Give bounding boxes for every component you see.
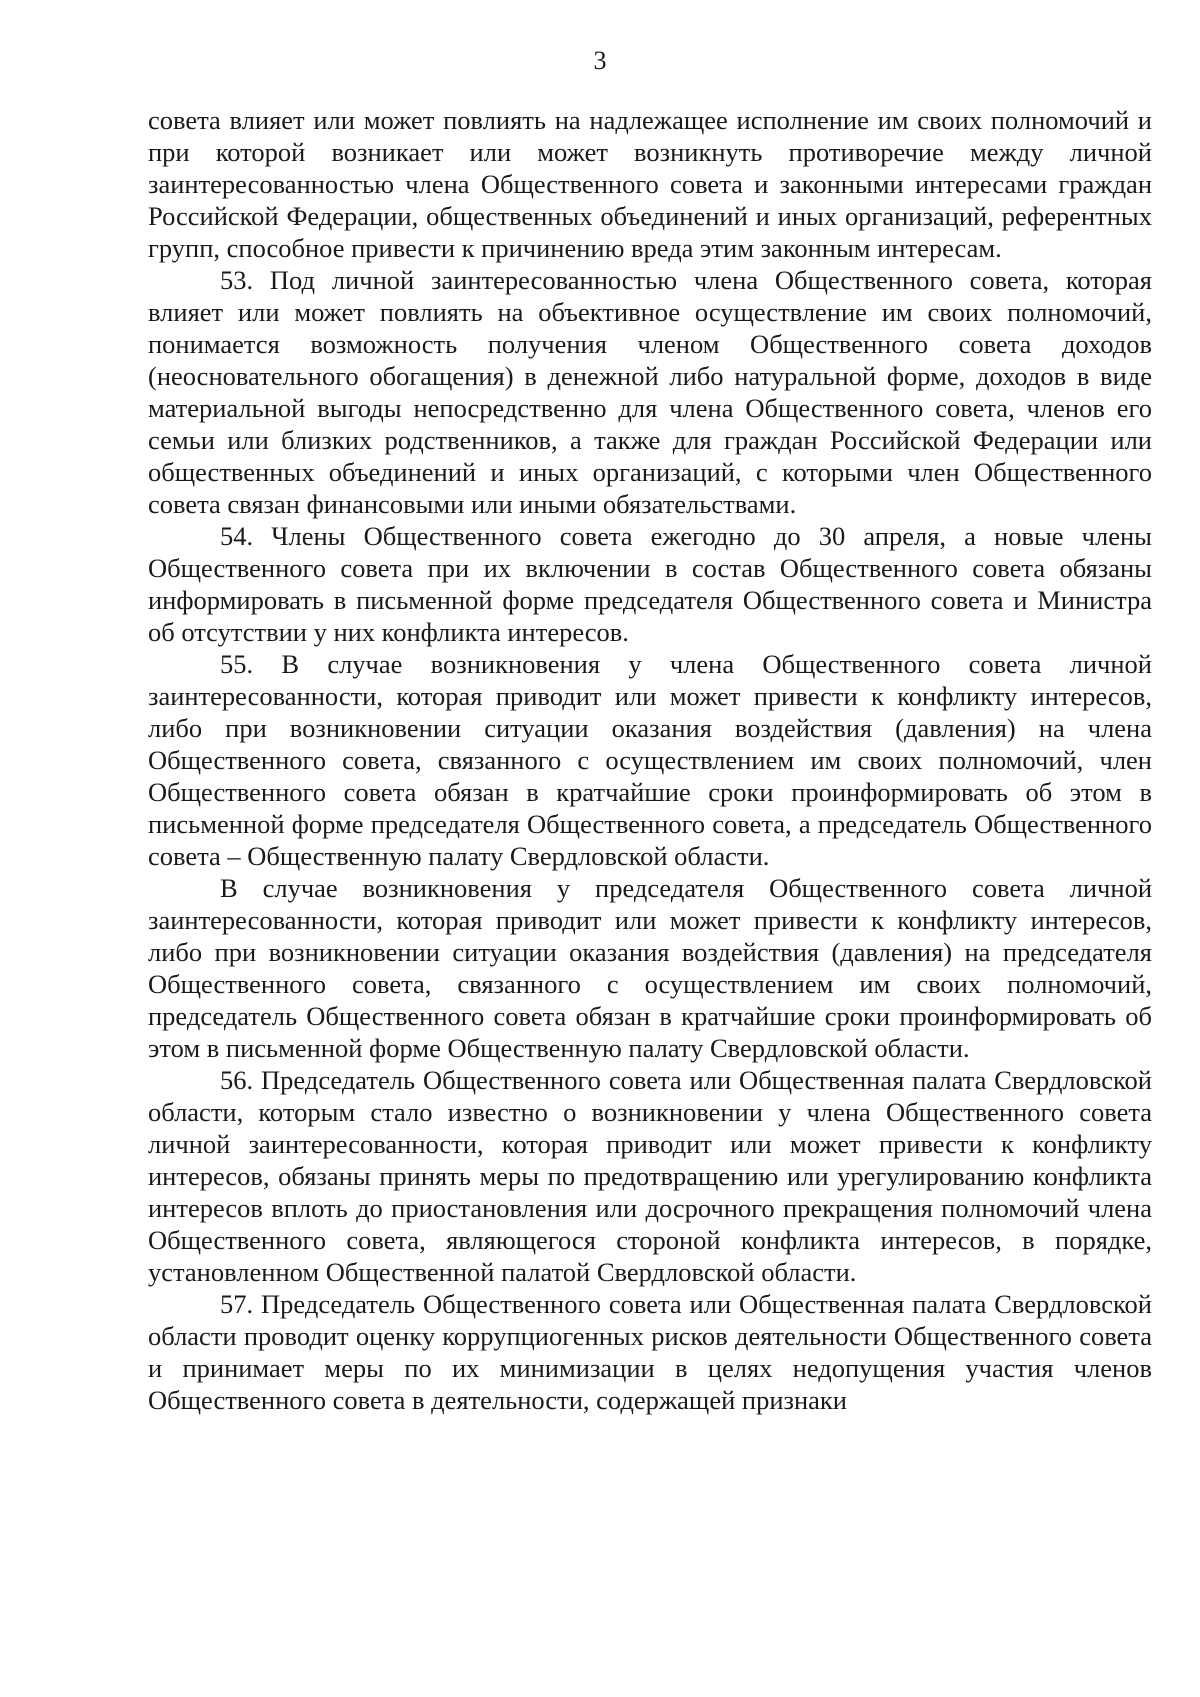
paragraph-54: 54. Члены Общественного совета ежегодно до 30 апреля, а новые члены Общественного совета при их включении в состав Общественного совета обязаны информировать в письменной форме председателя Общественного совета и Министра об отсутствии у них конфликта интересов. bbox=[148, 521, 1152, 647]
paragraph-53: 53. Под личной заинтересованностью члена Общественного совета, которая влияет или может повлиять на объективное осуществление им своих полномочий, понимается возможность получения членом Общественного совета доходов (неосновательного обогащения) в денежной либо натуральной форме, доходов в виде материальной выгоды непосредственно для члена Общественного совета, членов его семьи или близких родственников, а также для граждан Российской Федерации или общественных объединений и иных организаций, с которыми член Общественного совета связан финансовыми или иными обязательствами. bbox=[148, 265, 1152, 519]
paragraph-56: 56. Председатель Общественного совета или Общественная палата Свердловской области, которым стало известно о возникновении у члена Общественного совета личной заинтересованности, которая приводит или может привести к конфликту интересов, обязаны принять меры по предотвращению или урегулированию конфликта интересов вплоть до приостановления или досрочного прекращения полномочий члена Общественного совета, являющегося стороной конфликта интересов, в порядке, установленном Общественной палатой Свердловской области. bbox=[148, 1065, 1152, 1287]
paragraph-57: 57. Председатель Общественного совета или Общественная палата Свердловской области проводит оценку коррупциогенных рисков деятельности Общественного совета и принимает меры по их минимизации в целях недопущения участия членов Общественного совета в деятельности, содержащей признаки bbox=[148, 1289, 1152, 1415]
paragraph-55: 55. В случае возникновения у члена Общественного совета личной заинтересованности, которая приводит или может привести к конфликту интересов, либо при возникновении ситуации оказания воздействия (давления) на члена Общественного совета, связанного с осуществлением им своих полномочий, член Общественного совета обязан в кратчайшие сроки проинформировать об этом в письменной форме председателя Общественного совета, а председатель Общественного совета – Общественную палату Свердловской области. bbox=[148, 649, 1152, 871]
paragraph-continuation: совета влияет или может повлиять на надлежащее исполнение им своих полномочий и при которой возникает или может возникнуть противоречие между личной заинтересованностью члена Общественного совета и законными интересами граждан Российской Федерации, общественных объединений и иных организаций, референтных групп, способное привести к причинению вреда этим законным интересам. bbox=[148, 105, 1152, 263]
paragraph-55-chairman: В случае возникновения у председателя Общественного совета личной заинтересованности, которая приводит или может привести к конфликту интересов, либо при возникновении ситуации оказания воздействия (давления) на председателя Общественного совета, связанного с осуществлением им своих полномочий, председатель Общественного совета обязан в кратчайшие сроки проинформировать об этом в письменной форме Общественную палату Свердловской области. bbox=[148, 873, 1152, 1063]
page-number: 3 bbox=[593, 46, 607, 75]
document-body bbox=[148, 104, 1152, 1416]
